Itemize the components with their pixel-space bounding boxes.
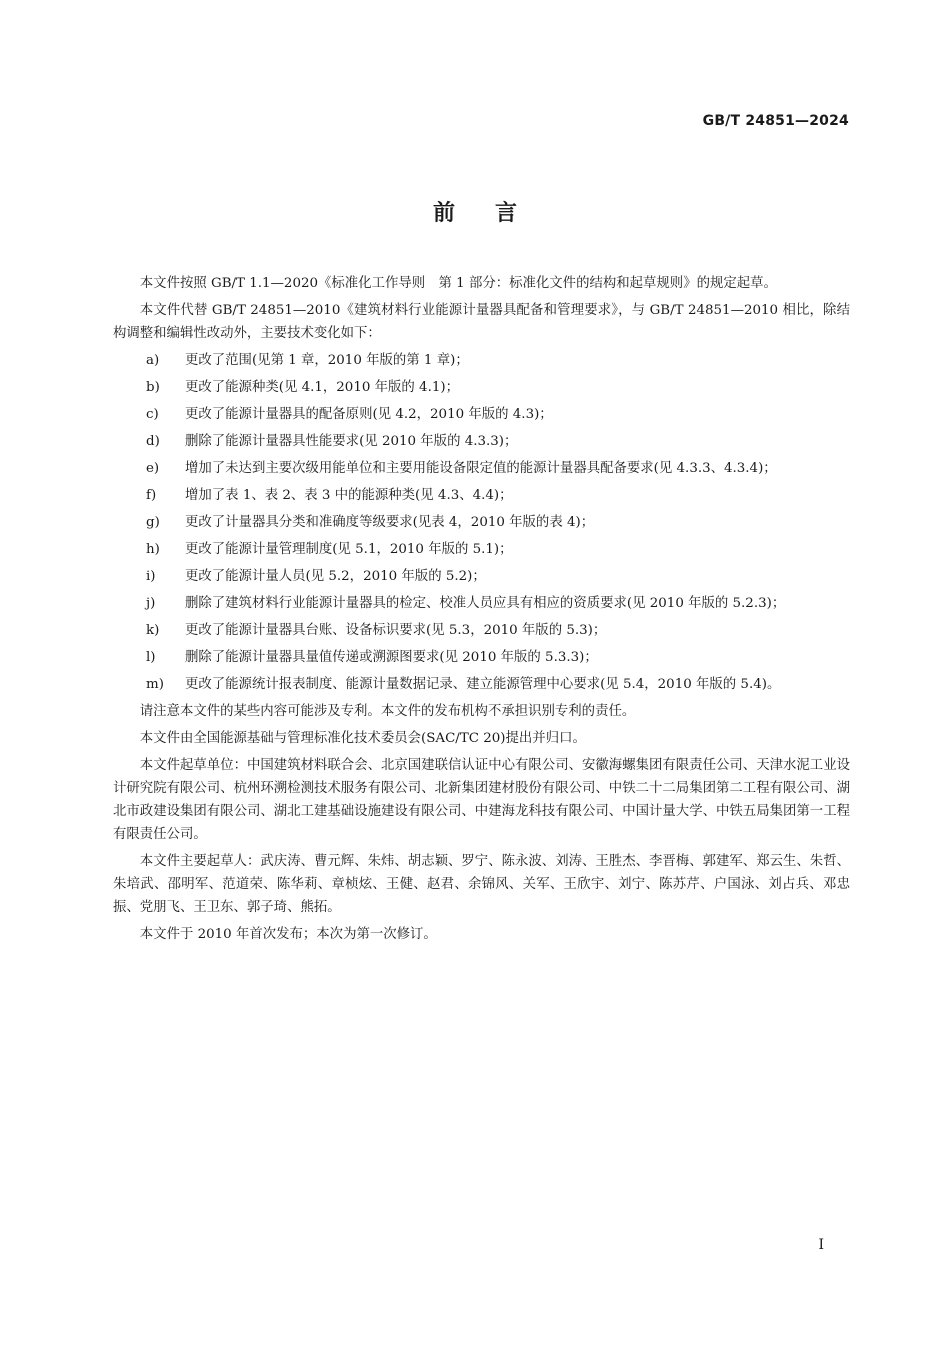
list-marker: i) [146, 569, 156, 584]
list-item [113, 403, 850, 426]
paragraph-drafting-units: 本文件起草单位：中国建筑材料联合会、北京国建联信认证中心有限公司、安徽海螺集团有限责任公司、天津水泥工业设计研究院有限公司、杭州环溯检测技术服务有限公司、北新集团建材股份有限公司、中铁二十二局集团第二工程有限公司、湖北市政建设集团有限公司、湖北工建基础设施建设有限公司、中建海龙科技有限公司、中国计量大学、中铁五局集团第一工程有限责任公司。 [113, 758, 850, 842]
list-text: 删除了建筑材料行业能源计量器具的检定、校准人员应具有相应的资质要求(见 2010 年版的 5.2.3)； [185, 596, 786, 611]
list-marker: h) [146, 542, 160, 557]
list-marker: m) [146, 677, 164, 692]
list-marker: d) [146, 434, 160, 449]
list-text: 更改了能源统计报表制度、能源计量数据记录、建立能源管理中心要求(见 5.4，2010 年版的 5.4)。 [185, 677, 781, 692]
paragraph-history: 本文件于 2010 年首次发布；本次为第一次修订。 [139, 927, 437, 942]
paragraph-drafters: 本文件主要起草人：武庆涛、曹元辉、朱炜、胡志颖、罗宁、陈永波、刘涛、王胜杰、李晋梅、郭建军、郑云生、朱哲、朱培武、邵明军、范道荣、陈华莉、章桢炫、王健、赵君、余锦风、关军、王欣宇、刘宁、陈苏芹、户国泳、刘占兵、邓忠振、党朋飞、王卫东、郭子琦、熊拓。 [113, 854, 850, 915]
list-marker: k) [146, 623, 160, 638]
list-marker: c) [146, 407, 159, 422]
list-item [113, 592, 850, 615]
standard-number: GB/T 24851—2024 [702, 113, 849, 129]
list-marker: a) [146, 353, 160, 368]
list-marker: l) [146, 650, 156, 665]
list-item [113, 511, 850, 534]
list-item [113, 646, 850, 669]
page-title: 前言 [432, 201, 557, 226]
list-text: 更改了能源计量人员(见 5.2，2010 年版的 5.2)； [185, 569, 486, 584]
paragraph-replaces: 本文件代替 GB/T 24851—2010《建筑材料行业能源计量器具配备和管理要求》，与 GB/T 24851—2010 相比，除结构调整和编辑性改动外，主要技术变化如下： [113, 303, 850, 341]
list-item [113, 484, 850, 507]
list-text: 增加了未达到主要次级用能单位和主要用能设备限定值的能源计量器具配备要求(见 4.3.3、4.3.4)； [185, 461, 777, 476]
paragraph-drafting-rules: 本文件按照 GB/T 1.1—2020《标准化工作导则 第 1 部分：标准化文件的结构和起草规则》的规定起草。 [139, 276, 777, 291]
list-marker: b) [146, 380, 160, 395]
list-item [113, 349, 850, 372]
list-marker: j) [146, 596, 156, 611]
paragraph-proposer: 本文件由全国能源基础与管理标准化技术委员会(SAC/TC 20)提出并归口。 [139, 731, 586, 746]
list-text: 删除了能源计量器具性能要求(见 2010 年版的 4.3.3)； [185, 434, 518, 449]
page-number: I [818, 1237, 824, 1253]
list-item [113, 457, 850, 480]
list-text: 更改了能源计量器具台账、设备标识要求(见 5.3，2010 年版的 5.3)； [185, 623, 607, 638]
list-item [113, 619, 850, 642]
list-item [113, 565, 850, 588]
foreword-body [113, 272, 850, 950]
list-marker: f) [146, 488, 157, 503]
list-text: 删除了能源计量器具量值传递或溯源图要求(见 2010 年版的 5.3.3)； [185, 650, 598, 665]
list-item [113, 538, 850, 561]
list-text: 增加了表 1、表 2、表 3 中的能源种类(见 4.3、4.4)； [185, 488, 513, 503]
list-text: 更改了范围(见第 1 章，2010 年版的第 1 章)； [185, 353, 469, 368]
list-marker: g) [146, 515, 160, 530]
list-text: 更改了能源计量管理制度(见 5.1，2010 年版的 5.1)； [185, 542, 513, 557]
list-text: 更改了能源计量器具的配备原则(见 4.2，2010 年版的 4.3)； [185, 407, 553, 422]
list-marker: e) [146, 461, 160, 476]
paragraph-patent-notice: 请注意本文件的某些内容可能涉及专利。本文件的发布机构不承担识别专利的责任。 [139, 704, 636, 719]
list-item [113, 673, 850, 696]
list-text: 更改了能源种类(见 4.1，2010 年版的 4.1)； [185, 380, 459, 395]
list-item [113, 430, 850, 453]
list-item [113, 376, 850, 399]
list-text: 更改了计量器具分类和准确度等级要求(见表 4，2010 年版的表 4)； [185, 515, 595, 530]
